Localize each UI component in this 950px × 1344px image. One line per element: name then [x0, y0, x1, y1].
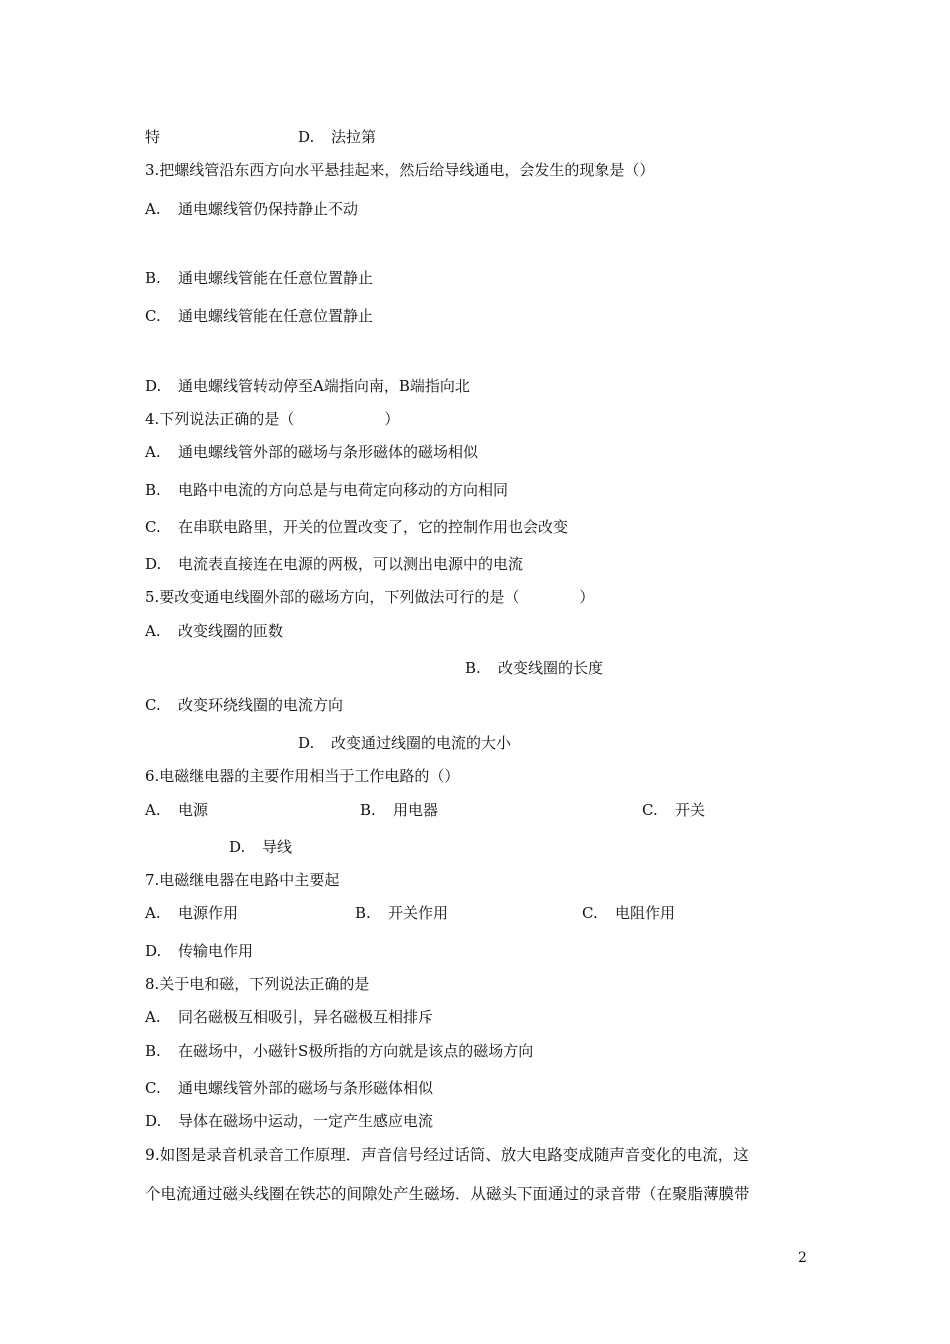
option-letter: C.	[642, 801, 658, 819]
option-letter: C.	[145, 696, 161, 714]
option-letter: C.	[145, 518, 161, 536]
option-text: 改变通过线圈的电流的大小	[331, 734, 512, 752]
option-letter: A.	[145, 622, 161, 640]
option-letter: A.	[145, 1008, 161, 1026]
q7-option-b	[355, 903, 448, 923]
option-text: 开关作用	[388, 904, 449, 922]
question-7-stem: 7.电磁继电器在电路中主要起	[145, 871, 340, 889]
q3-option-d	[145, 376, 470, 396]
option-text: 导体在磁场中运动，一定产生感应电流	[178, 1112, 434, 1130]
option-text: 在串联电路里，开关的位置改变了，它的控制作用也会改变	[178, 518, 569, 536]
q7-option-d	[145, 941, 253, 961]
option-letter: C.	[145, 307, 161, 325]
option-letter: B.	[360, 801, 376, 819]
option-text: 改变线圈的长度	[498, 659, 604, 677]
option-letter: C.	[145, 1079, 161, 1097]
option-letter: D.	[298, 128, 315, 146]
q4-option-a	[145, 442, 478, 462]
q2-option-c-tail: 特	[145, 128, 161, 146]
q8-option-a	[145, 1007, 433, 1027]
option-text: 用电器	[393, 801, 439, 819]
option-text: 通电螺线管能在任意位置静止	[178, 307, 374, 325]
option-text: 导线	[262, 838, 293, 856]
option-text: 传输电作用	[178, 942, 254, 960]
q5-option-d	[298, 733, 511, 753]
q4-option-c	[145, 517, 568, 537]
q3-option-b	[145, 268, 373, 288]
q7-option-a	[145, 903, 238, 923]
q4-option-d	[145, 554, 523, 574]
option-letter: D.	[145, 555, 162, 573]
q6-option-c	[642, 800, 705, 820]
option-letter: A.	[145, 200, 161, 218]
q6-option-a	[145, 800, 208, 820]
question-3-stem: 3.把螺线管沿东西方向水平悬挂起来，然后给导线通电，会发生的现象是（）	[145, 161, 655, 179]
question-5-stem: 5.要改变通电线圈外部的磁场方向，下列做法可行的是（ ）	[145, 588, 595, 606]
question-6-stem: 6.电磁继电器的主要作用相当于工作电路的（）	[145, 767, 460, 785]
option-letter: A.	[145, 904, 161, 922]
option-text: 通电螺线管外部的磁场与条形磁体相似	[178, 1079, 434, 1097]
option-letter: D.	[145, 377, 162, 395]
page-number: 2	[798, 1250, 807, 1266]
option-text: 在磁场中，小磁针S极所指的方向就是该点的磁场方向	[178, 1042, 534, 1060]
option-letter: B.	[145, 269, 161, 287]
q6-option-b	[360, 800, 438, 820]
option-letter: C.	[582, 904, 598, 922]
option-text: 改变环绕线圈的电流方向	[178, 696, 344, 714]
q3-option-c	[145, 306, 373, 326]
q8-option-d	[145, 1111, 433, 1131]
option-letter: B.	[465, 659, 481, 677]
q5-option-c	[145, 695, 343, 715]
option-text: 法拉第	[331, 128, 377, 146]
question-9-line-1: 9.如图是录音机录音工作原理．声音信号经过话筒、放大电路变成随声音变化的电流，这	[145, 1146, 749, 1164]
option-letter: D.	[298, 734, 315, 752]
option-text: 通电螺线管仍保持静止不动	[178, 200, 359, 218]
option-letter: B.	[145, 481, 161, 499]
option-text: 电阻作用	[615, 904, 676, 922]
option-letter: D.	[145, 1112, 162, 1130]
q8-option-b	[145, 1041, 533, 1061]
option-text: 同名磁极互相吸引，异名磁极互相排斥	[178, 1008, 434, 1026]
option-text: 电流表直接连在电源的两极，可以测出电源中的电流	[178, 555, 524, 573]
option-text: 通电螺线管能在任意位置静止	[178, 269, 374, 287]
q4-option-b	[145, 480, 508, 500]
option-letter: D.	[229, 838, 246, 856]
option-text: 电路中电流的方向总是与电荷定向移动的方向相同	[178, 481, 509, 499]
option-text: 电源	[178, 801, 209, 819]
q3-option-a	[145, 199, 358, 219]
q5-option-a	[145, 621, 283, 641]
q7-option-c	[582, 903, 675, 923]
q6-option-d	[229, 837, 292, 857]
q5-option-b	[465, 658, 603, 678]
option-text: 通电螺线管转动停至A端指向南，B端指向北	[178, 377, 470, 395]
q8-option-c	[145, 1078, 433, 1098]
question-9-line-2: 个电流通过磁头线圈在铁芯的间隙处产生磁场．从磁头下面通过的录音带（在聚脂薄膜带	[145, 1185, 750, 1203]
question-4-stem: 4.下列说法正确的是（ ）	[145, 410, 400, 428]
option-letter: A.	[145, 443, 161, 461]
option-text: 开关	[675, 801, 706, 819]
option-text: 改变线圈的匝数	[178, 622, 284, 640]
option-letter: B.	[145, 1042, 161, 1060]
option-letter: A.	[145, 801, 161, 819]
option-letter: D.	[145, 942, 162, 960]
option-letter: B.	[355, 904, 371, 922]
option-text: 电源作用	[178, 904, 239, 922]
question-8-stem: 8.关于电和磁，下列说法正确的是	[145, 975, 370, 993]
option-text: 通电螺线管外部的磁场与条形磁体的磁场相似	[178, 443, 479, 461]
q2-option-d	[298, 127, 376, 147]
